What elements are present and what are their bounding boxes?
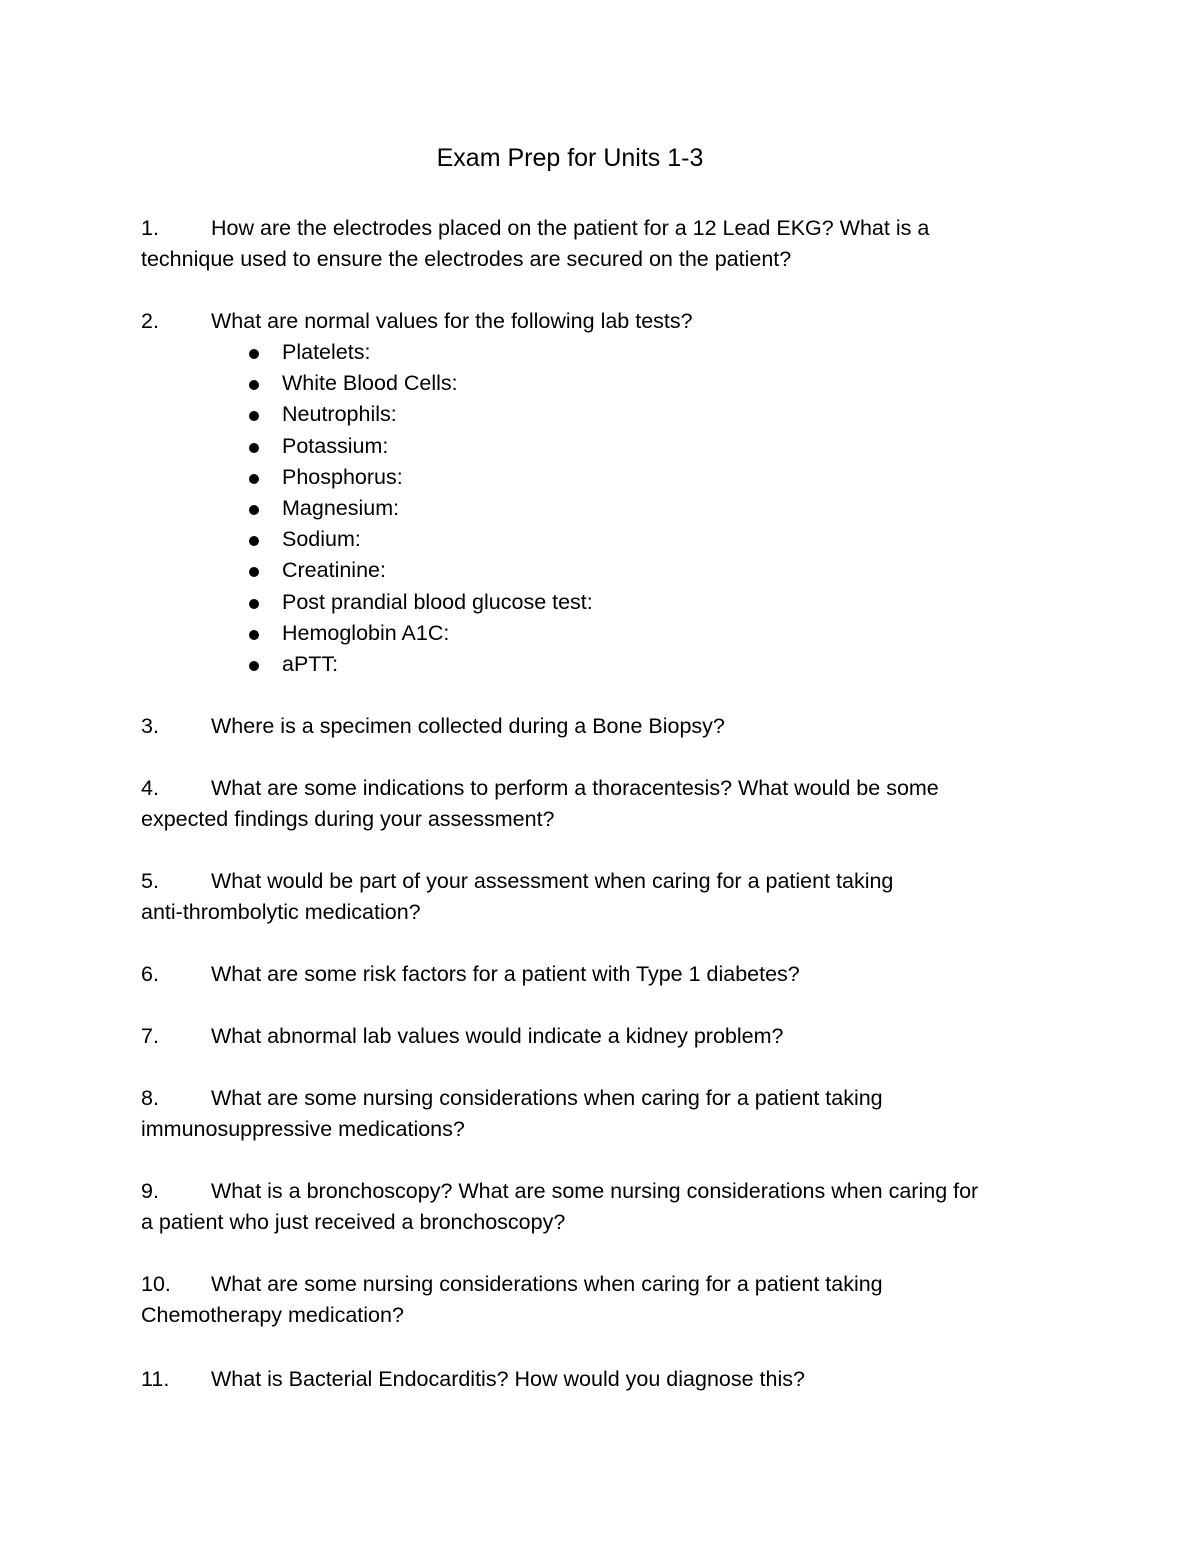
question-6 bbox=[141, 959, 1071, 990]
question-2 bbox=[141, 306, 1071, 337]
question-text: What are some nursing considerations when caring for a patient taking bbox=[211, 1272, 883, 1296]
question-number: 8. bbox=[141, 1086, 159, 1110]
list-item: Magnesium: bbox=[246, 493, 593, 524]
question-number: 2. bbox=[141, 309, 159, 333]
bullet-icon bbox=[249, 599, 259, 609]
question-text: What are some nursing considerations when caring for a patient taking bbox=[211, 1086, 883, 1110]
question-7 bbox=[141, 1021, 1071, 1052]
bullet-icon bbox=[249, 380, 259, 390]
bullet-icon bbox=[249, 505, 259, 515]
question-11 bbox=[141, 1364, 1071, 1395]
question-number: 4. bbox=[141, 776, 159, 800]
question-text: What are some risk factors for a patient with Type 1 diabetes? bbox=[211, 962, 800, 986]
lab-tests-list bbox=[246, 337, 593, 680]
question-text-continued: Chemotherapy medication? bbox=[141, 1303, 404, 1327]
question-number: 9. bbox=[141, 1179, 159, 1203]
list-item: Hemoglobin A1C: bbox=[246, 618, 593, 649]
page-title: Exam Prep for Units 1-3 bbox=[436, 144, 704, 172]
bullet-icon bbox=[249, 411, 259, 421]
bullet-icon bbox=[249, 630, 259, 640]
question-number: 1. bbox=[141, 216, 159, 240]
bullet-icon bbox=[249, 567, 259, 577]
question-number: 11. bbox=[141, 1367, 170, 1391]
question-5 bbox=[141, 866, 1071, 928]
list-item: Sodium: bbox=[246, 524, 593, 555]
question-8 bbox=[141, 1083, 1071, 1145]
question-number: 7. bbox=[141, 1024, 159, 1048]
list-item: Creatinine: bbox=[246, 555, 593, 586]
list-item: aPTT: bbox=[246, 649, 593, 680]
question-text: What is a bronchoscopy? What are some nursing considerations when caring for bbox=[211, 1179, 979, 1203]
question-text: Where is a specimen collected during a Bone Biopsy? bbox=[211, 714, 725, 738]
list-item: Neutrophils: bbox=[246, 399, 593, 430]
question-4 bbox=[141, 773, 1071, 835]
bullet-icon bbox=[249, 536, 259, 546]
question-number: 10. bbox=[141, 1272, 171, 1296]
list-item: White Blood Cells: bbox=[246, 368, 593, 399]
question-text-continued: anti-thrombolytic medication? bbox=[141, 900, 421, 924]
question-text: What would be part of your assessment when caring for a patient taking bbox=[211, 869, 894, 893]
question-text: What abnormal lab values would indicate a kidney problem? bbox=[211, 1024, 784, 1048]
question-text: What is Bacterial Endocarditis? How would you diagnose this? bbox=[211, 1367, 805, 1391]
question-text: What are some indications to perform a thoracentesis? What would be some bbox=[211, 776, 939, 800]
question-number: 3. bbox=[141, 714, 159, 738]
bullet-icon bbox=[249, 474, 259, 484]
list-item: Potassium: bbox=[246, 431, 593, 462]
list-item: Post prandial blood glucose test: bbox=[246, 587, 593, 618]
question-text-continued: technique used to ensure the electrodes are secured on the patient? bbox=[141, 247, 792, 271]
question-3 bbox=[141, 711, 1071, 742]
bullet-icon bbox=[249, 349, 259, 359]
list-item: Phosphorus: bbox=[246, 462, 593, 493]
bullet-icon bbox=[249, 661, 259, 671]
question-10 bbox=[141, 1269, 1071, 1331]
question-1 bbox=[141, 213, 1071, 275]
question-text: How are the electrodes placed on the patient for a 12 Lead EKG? What is a bbox=[211, 216, 930, 240]
question-number: 5. bbox=[141, 869, 159, 893]
question-number: 6. bbox=[141, 962, 159, 986]
question-text: What are normal values for the following lab tests? bbox=[211, 309, 693, 333]
question-text-continued: immunosuppressive medications? bbox=[141, 1117, 465, 1141]
question-9 bbox=[141, 1176, 1071, 1238]
list-item: Platelets: bbox=[246, 337, 593, 368]
question-text-continued: expected findings during your assessment? bbox=[141, 807, 555, 831]
question-text-continued: a patient who just received a bronchoscopy? bbox=[141, 1210, 566, 1234]
bullet-icon bbox=[249, 443, 259, 453]
